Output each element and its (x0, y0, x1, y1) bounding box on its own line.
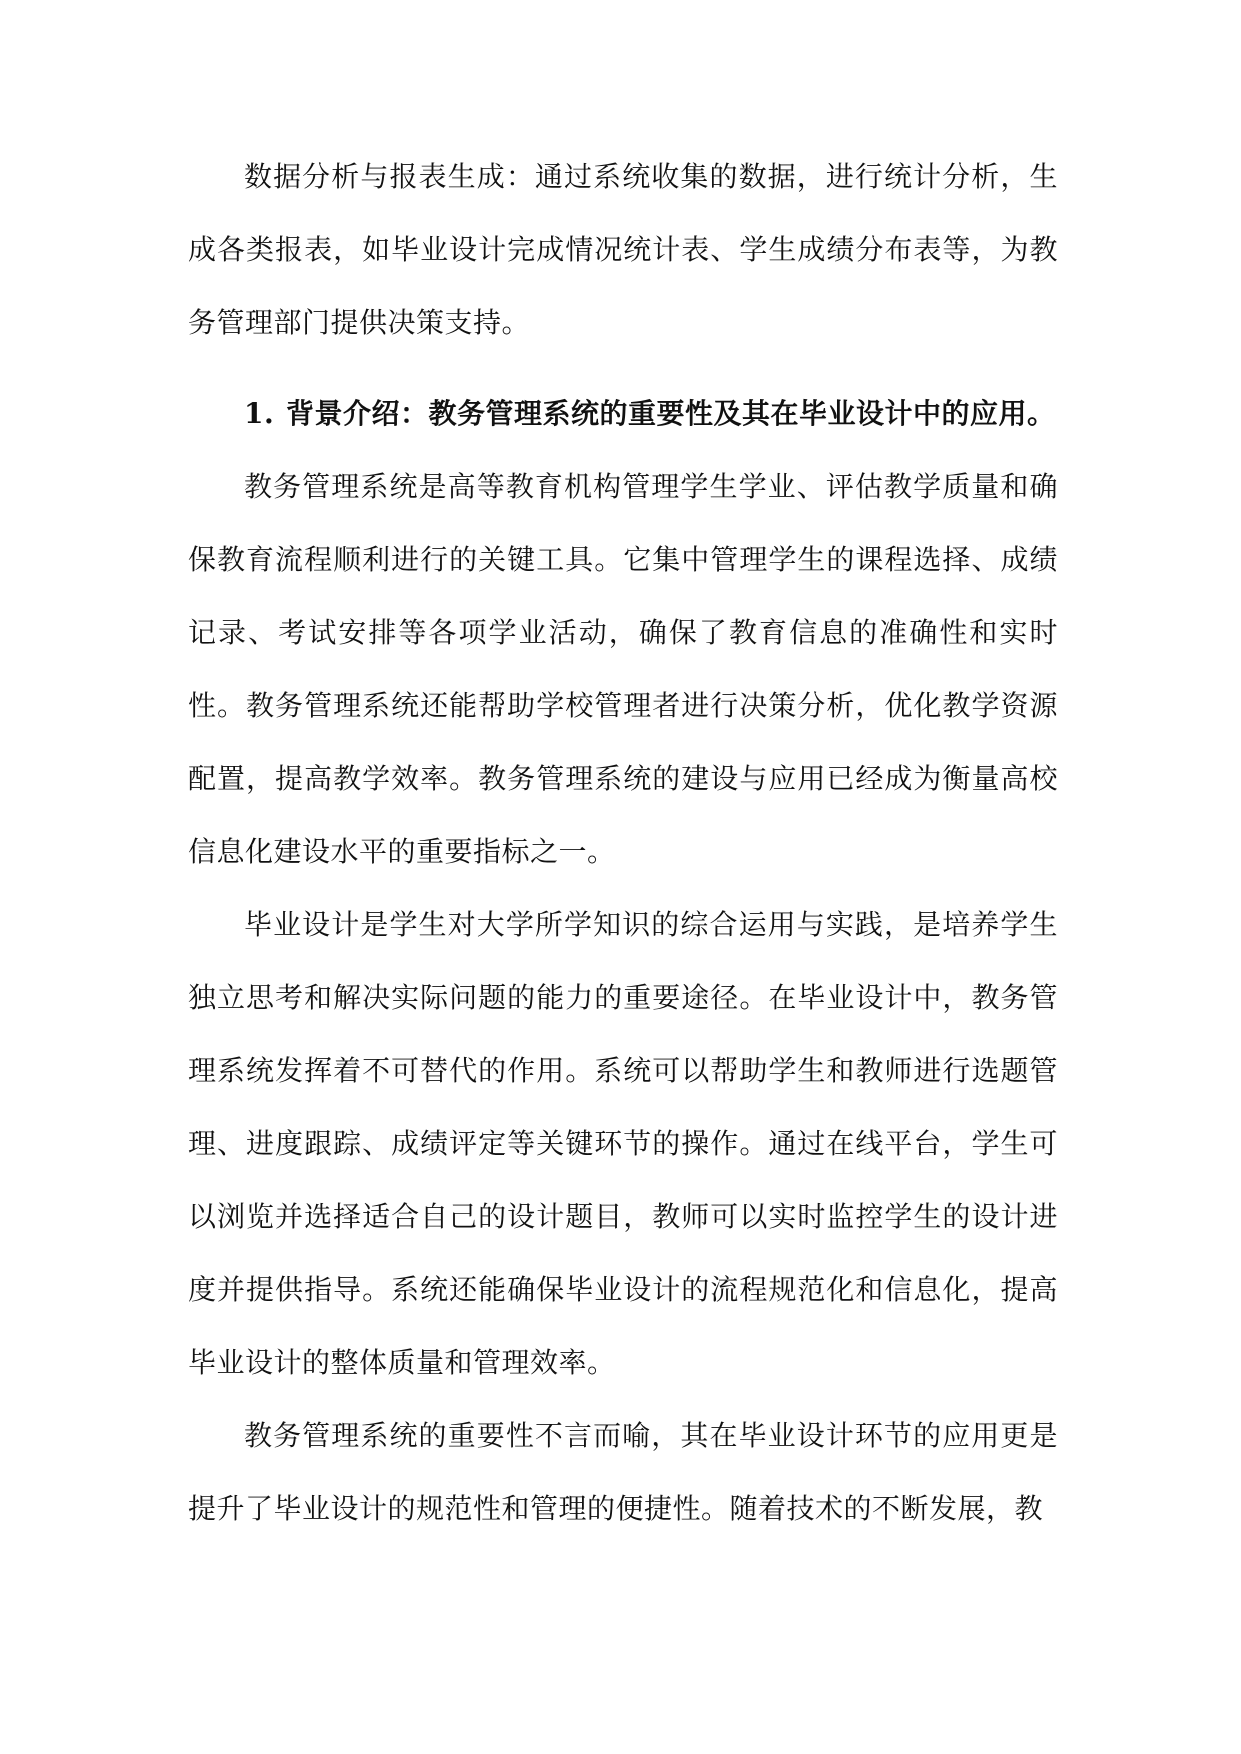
paragraph-background: 教务管理系统是高等教育机构管理学生学业、评估教学质量和确保教育流程顺利进行的关键工具。它集中管理学生的课程选择、成绩记录、考试安排等各项学业活动，确保了教育信息的准确性和实时性。教务管理系统还能帮助学校管理者进行决策分析，优化教学资源配置，提高教学效率。教务管理系统的建设与应用已经成为衡量高校信息化建设水平的重要指标之一。 (188, 470, 1058, 868)
section-number: 1. (244, 397, 275, 430)
section-heading (188, 377, 1058, 450)
document-page (188, 140, 1058, 1545)
section-title: 背景介绍：教务管理系统的重要性及其在毕业设计中的应用。 (286, 397, 1056, 430)
paragraph-intro: 数据分析与报表生成：通过系统收集的数据，进行统计分析，生成各类报表，如毕业设计完成情况统计表、学生成绩分布表等，为教务管理部门提供决策支持。 (188, 160, 1058, 339)
paragraph-graduation-design: 毕业设计是学生对大学所学知识的综合运用与实践，是培养学生独立思考和解决实际问题的能力的重要途径。在毕业设计中，教务管理系统发挥着不可替代的作用。系统可以帮助学生和教师进行选题管理、进度跟踪、成绩评定等关键环节的操作。通过在线平台，学生可以浏览并选择适合自己的设计题目，教师可以实时监控学生的设计进度并提供指导。系统还能确保毕业设计的流程规范化和信息化，提高毕业设计的整体质量和管理效率。 (188, 908, 1058, 1379)
paragraph-importance: 教务管理系统的重要性不言而喻，其在毕业设计环节的应用更是提升了毕业设计的规范性和管理的便捷性。随着技术的不断发展，教 (188, 1419, 1058, 1525)
